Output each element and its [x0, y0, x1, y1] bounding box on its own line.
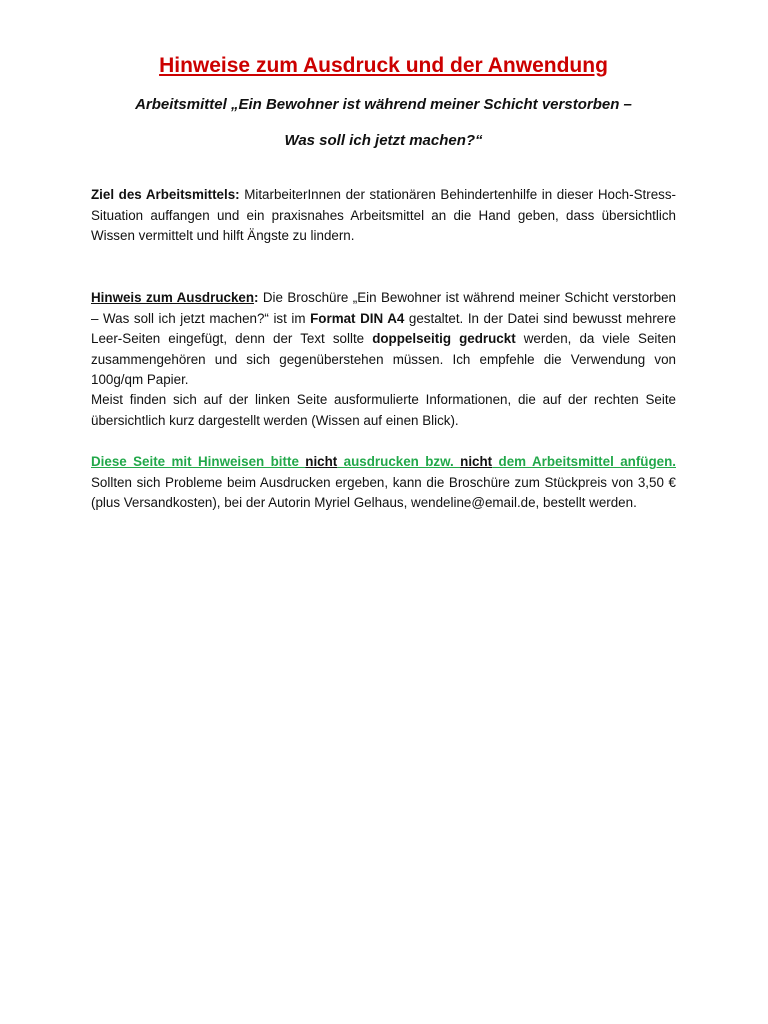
order-info-text: Sollten sich Probleme beim Ausdrucken ergeben, kann die Broschüre zum Stückpreis von 3,50 € (plus Versandkosten), bei der Autorin Myriel Gelhaus, wendeline@email.de, bestellt werden.	[91, 474, 676, 511]
goal-label: Ziel des Arbeitsmittels:	[91, 187, 240, 202]
do-not-print-green-2: ausdrucken bzw.	[337, 454, 461, 469]
do-not-print-green-1: Diese Seite mit Hinweisen bitte	[91, 454, 306, 469]
subtitle-line-2: Was soll ich jetzt machen?“	[284, 132, 483, 149]
printing-note-label: Hinweis zum Ausdrucken	[91, 290, 255, 305]
printing-note-text-1: Die Broschüre „Ein Bewohner ist während meiner Schicht verstorben – Was soll ich jetzt machen?“ ist im	[91, 290, 676, 326]
printing-note-colon: :	[254, 290, 259, 305]
do-not-print-green-3: dem Arbeitsmittel anfügen.	[492, 454, 676, 469]
printing-note-paragraph	[91, 288, 676, 391]
goal-text: MitarbeiterInnen der stationären Behindertenhilfe in dieser Hoch-Stress-Situation auffangen und ein praxisnahes Arbeitsmittel an die Hand geben, dass übersichtlich Wissen vermittelt und hilft Ängste zu lindern.	[91, 187, 676, 244]
do-not-print-paragraph	[91, 452, 676, 514]
nicht-2: nicht	[460, 454, 493, 469]
document-title: Hinweise zum Ausdruck und der Anwendung	[159, 54, 608, 77]
nicht-1: nicht	[305, 454, 338, 469]
subtitle-line-1: Arbeitsmittel „Ein Bewohner ist während meiner Schicht verstorben –	[135, 96, 632, 113]
printing-note-text-2: gestaltet. In der Datei sind bewusst mehrere Leer-Seiten eingefügt, denn der Text sollte	[91, 310, 677, 347]
goal-paragraph	[91, 185, 676, 247]
format-din-a4: Format DIN A4	[310, 310, 405, 326]
printing-note-text-3: werden, da viele Seiten zusammengehören und sich gegenüberstehen müssen. Ich empfehle die Verwendung von 100g/qm Papier.	[91, 331, 676, 388]
duplex-print: doppelseitig gedruckt	[372, 331, 516, 347]
layout-paragraph: Meist finden sich auf der linken Seite ausformulierte Informationen, die auf der rechten Seite übersichtlich kurz dargestellt werden (Wissen auf einen Blick).	[91, 392, 676, 428]
